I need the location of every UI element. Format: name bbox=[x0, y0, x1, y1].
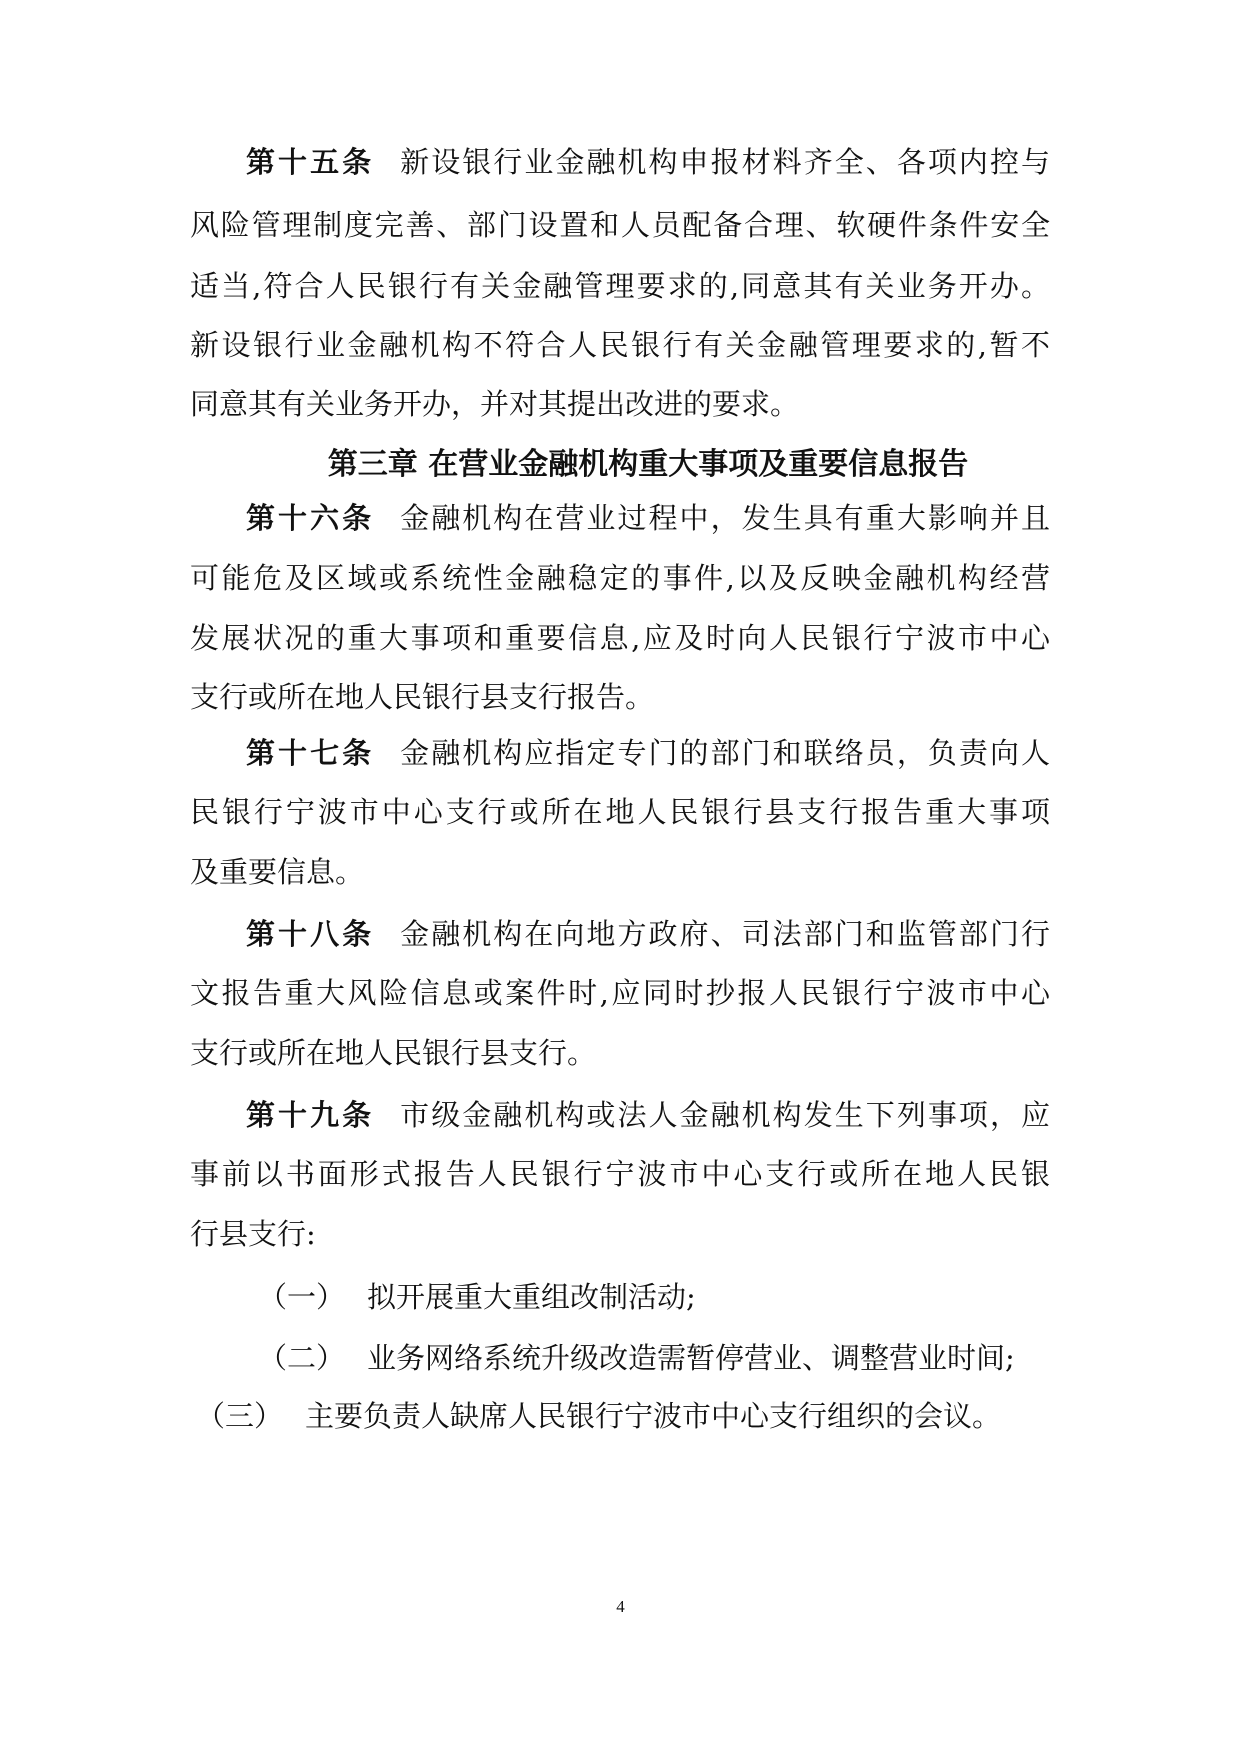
article-19-line-1 bbox=[246, 1095, 1050, 1135]
article-15-line-2: 风险管理制度完善、部门设置和人员配备合理、软硬件条件安全 bbox=[190, 208, 1050, 242]
article-18-line-1 bbox=[246, 914, 1050, 954]
article-16-line-1 bbox=[246, 498, 1050, 538]
article-16-text-1: 金融机构在营业过程中，发生具有重大影响并且 bbox=[400, 501, 1050, 535]
article-18-label: 第十八条 bbox=[246, 917, 375, 951]
chapter-3-heading: 第三章 在营业金融机构重大事项及重要信息报告 bbox=[327, 447, 969, 482]
article-19-text-1: 市级金融机构或法人金融机构发生下列事项，应 bbox=[400, 1098, 1050, 1132]
article-19-item-3 bbox=[196, 1396, 1048, 1436]
article-17-line-2: 民银行宁波市中心支行或所在地人民银行县支行报告重大事项 bbox=[190, 795, 1050, 829]
item-1-text: 拟开展重大重组改制活动; bbox=[367, 1280, 696, 1314]
article-16-line-2: 可能危及区域或系统性金融稳定的事件,以及反映金融机构经营 bbox=[190, 561, 1050, 595]
page-number: 4 bbox=[616, 1597, 625, 1616]
item-1-label: （一） bbox=[258, 1280, 346, 1314]
item-3-label: （三） bbox=[196, 1399, 284, 1433]
item-2-text: 业务网络系统升级改造需暂停营业、调整营业时间; bbox=[367, 1341, 1015, 1375]
article-19-item-1 bbox=[258, 1277, 1048, 1317]
article-15-text-1: 新设银行业金融机构申报材料齐全、各项内控与 bbox=[400, 145, 1050, 179]
article-18-line-3: 支行或所在地人民银行县支行。 bbox=[190, 1036, 597, 1070]
article-15-line-4: 新设银行业金融机构不符合人民银行有关金融管理要求的,暂不 bbox=[190, 328, 1050, 362]
article-15-label: 第十五条 bbox=[246, 145, 375, 179]
article-17-line-1 bbox=[246, 733, 1050, 773]
article-19-line-2: 事前以书面形式报告人民银行宁波市中心支行或所在地人民银 bbox=[190, 1157, 1050, 1191]
article-17-line-3: 及重要信息。 bbox=[190, 855, 365, 889]
article-15-line-5: 同意其有关业务开办，并对其提出改进的要求。 bbox=[190, 387, 800, 421]
item-3-text: 主要负责人缺席人民银行宁波市中心支行组织的会议。 bbox=[305, 1399, 1002, 1433]
article-15-line-1 bbox=[246, 142, 1050, 182]
article-19-line-3: 行县支行: bbox=[190, 1217, 316, 1251]
article-19-label: 第十九条 bbox=[246, 1098, 375, 1132]
article-18-text-1: 金融机构在向地方政府、司法部门和监管部门行 bbox=[400, 917, 1050, 951]
article-18-line-2: 文报告重大风险信息或案件时,应同时抄报人民银行宁波市中心 bbox=[190, 976, 1050, 1010]
article-16-line-3: 发展状况的重大事项和重要信息,应及时向人民银行宁波市中心 bbox=[190, 621, 1050, 655]
item-2-label: （二） bbox=[258, 1341, 346, 1375]
article-19-item-2 bbox=[258, 1338, 1048, 1378]
article-16-line-4: 支行或所在地人民银行县支行报告。 bbox=[190, 680, 655, 714]
article-17-label: 第十七条 bbox=[246, 736, 375, 770]
article-16-label: 第十六条 bbox=[246, 501, 375, 535]
article-17-text-1: 金融机构应指定专门的部门和联络员，负责向人 bbox=[400, 736, 1050, 770]
article-15-line-3: 适当,符合人民银行有关金融管理要求的,同意其有关业务开办。 bbox=[190, 269, 1050, 303]
